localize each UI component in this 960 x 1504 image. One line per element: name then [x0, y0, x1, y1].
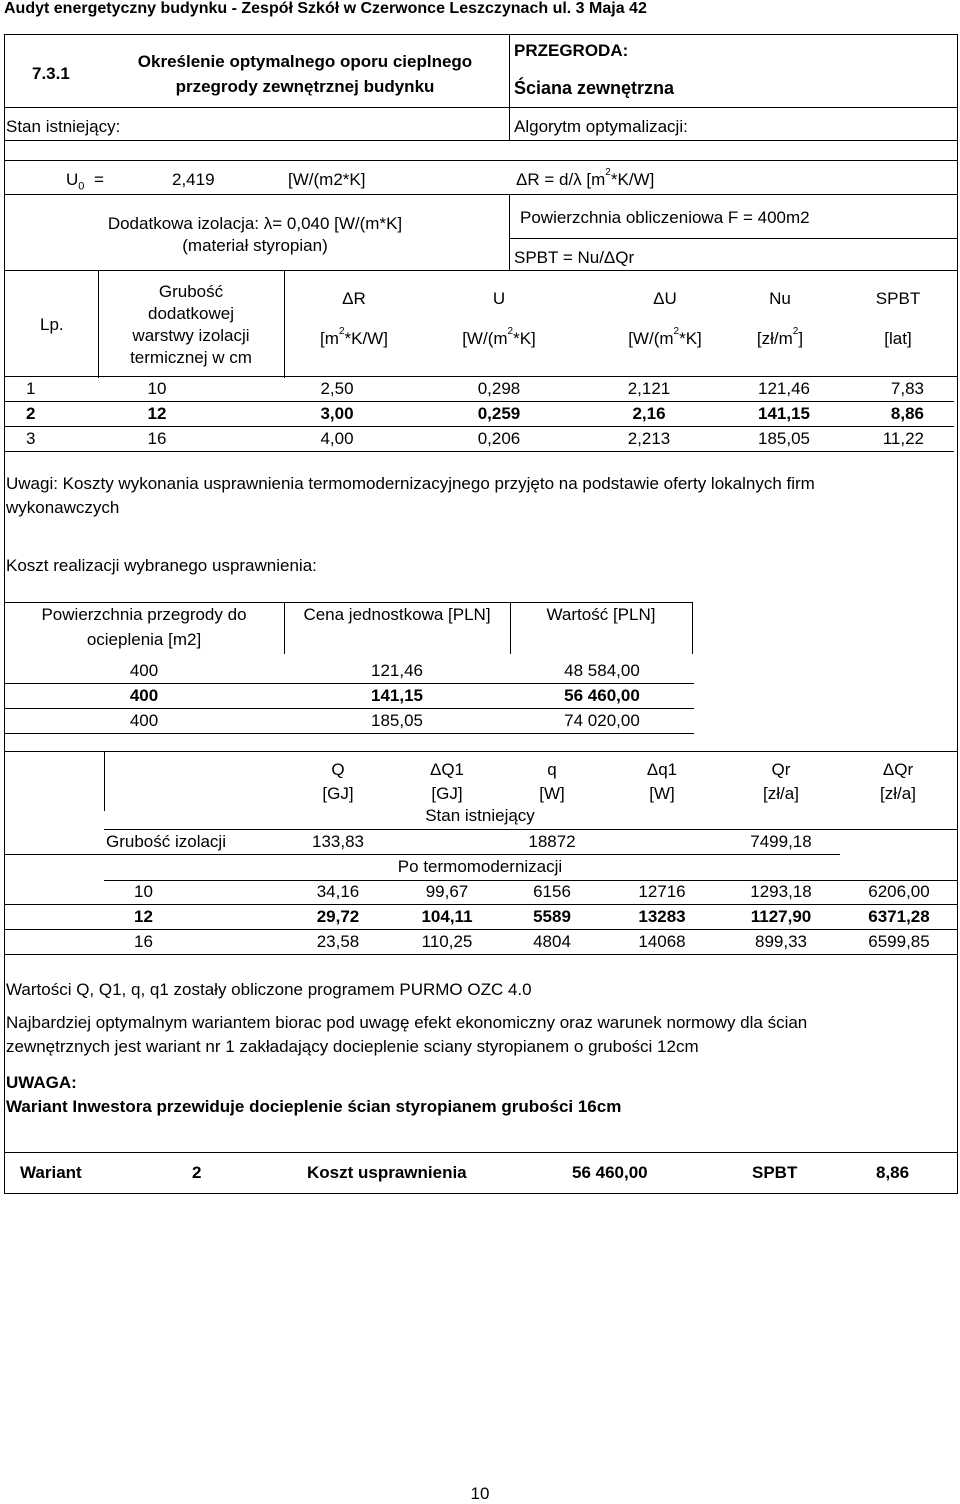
cost-table	[4, 659, 694, 734]
summary-cost-label: Koszt usprawnienia	[307, 1163, 467, 1182]
variants-table	[4, 377, 954, 452]
dr-unit: $[m^2*K/W]$	[320, 326, 388, 348]
params-top-line	[4, 160, 957, 161]
remarks-line1: Uwagi: Koszty wykonania usprawnienia termomodernizacyjnego przyjęto na podstawie oferty lokalnych firm	[6, 474, 815, 493]
dr-formula: ΔR = d/λ $[m^2*K/W]$	[516, 167, 655, 189]
summary-bottom	[4, 1193, 957, 1194]
title-bottom-line	[4, 107, 957, 108]
thickness-header: Grubość dodatkowej warstwy izolacji termicznej w cm	[130, 282, 252, 367]
summary-variant-label: Wariant	[20, 1163, 82, 1182]
nu-unit: $[zł/m^2]$	[756, 326, 804, 348]
u0-label: $U_0$	[66, 170, 85, 193]
energy-left-divider	[104, 751, 105, 811]
partition-label: PRZEGRODA:	[514, 41, 629, 60]
optimal-line2: zewnętrznych jest wariant nr 1 zakładający docieplenie sciany styropianem o grubości 12cm	[6, 1037, 699, 1056]
variants-top-line	[4, 270, 957, 271]
summary-variant-value: 2	[192, 1163, 202, 1182]
u-unit: [$W/(m^2*K]$	[462, 326, 536, 348]
insulation-line2: (materiał styropian)	[182, 236, 328, 255]
spbt-header: SPBT	[875, 289, 921, 308]
spbt-formula: SPBT = Nu/ΔQr	[514, 248, 635, 267]
u0-eq: =	[94, 170, 104, 189]
area-bottom-line	[509, 238, 957, 239]
cost-header-top	[4, 602, 692, 603]
optimal-line1: Najbardziej optymalnym wariantem biorac pod uwagę efekt ekonomiczny oraz warunek normowy dla ścian	[6, 1013, 808, 1032]
variant-row: 1 10 2,50 0,298 2,121 121,46 7,83	[4, 377, 954, 402]
energy-top-line	[4, 751, 957, 752]
cost-value-header: Wartość [PLN]	[546, 605, 656, 624]
qq-header: q [W]	[539, 760, 565, 803]
dqr-header: ΔQr [zł/a]	[880, 760, 916, 803]
page-number: 10	[470, 1484, 490, 1503]
header-bottom-line	[4, 140, 957, 141]
q-header: Q [GJ]	[322, 760, 354, 803]
nu-header: Nu	[769, 289, 791, 308]
summary-spbt-value: 8,86	[876, 1163, 910, 1182]
existing-row: Grubość izolacji 133,83 18872 7499,18	[4, 830, 958, 855]
thickness-divider	[284, 270, 285, 378]
frame-right	[957, 34, 958, 1194]
warning-title: UWAGA:	[6, 1073, 77, 1092]
section-number: 7.3.1	[32, 64, 70, 83]
u0-bottom-line	[4, 194, 957, 195]
energy-existing-table	[4, 830, 958, 855]
calc-note: Wartości Q, Q1, q, q1 zostały obliczone programem PURMO OZC 4.0	[6, 980, 532, 999]
cost-divider-3	[692, 602, 693, 654]
dr-header: ΔR	[342, 289, 366, 308]
remarks-line2: wykonawczych	[6, 498, 120, 517]
u0-value: 2,419	[172, 170, 215, 189]
params-divider	[509, 194, 510, 270]
u-header: U	[492, 289, 506, 308]
dq1-header: ΔQ1 [GJ]	[429, 760, 465, 803]
energy-after-table	[4, 880, 958, 955]
insulation-line1: Dodatkowa izolacja: λ= 0,040 [W/(m*K]	[107, 214, 403, 233]
variant-row-selected: 2 12 3,00 0,259 2,16 141,15 8,86	[4, 402, 954, 427]
qr-header: Qr [zł/a]	[763, 760, 799, 803]
warning-text: Wariant Inwestora przewiduje docieplenie ścian styropianem grubości 16cm	[6, 1097, 622, 1116]
spbt-unit: [lat]	[884, 329, 912, 348]
after-label: Po termomodernizacji	[397, 857, 563, 876]
after-row: 10 34,16 99,67 6156 12716 1293,18 6206,00	[4, 880, 958, 905]
after-row-selected: 12 29,72 104,11 5589 13283 1127,90 6371,28	[4, 905, 958, 930]
summary-cost-value: 56 460,00	[572, 1163, 648, 1182]
u0-unit: [W/(m2*K]	[288, 170, 366, 189]
cost-title: Koszt realizacji wybranego usprawnienia:	[6, 556, 317, 575]
cost-row: 400 121,46 48 584,00	[4, 659, 694, 684]
title-divider	[509, 34, 510, 140]
summary-top	[4, 1152, 957, 1153]
section-title-line2: przegrody zewnętrznej budynku	[175, 77, 435, 96]
cost-price-header: Cena jednostkowa [PLN]	[303, 605, 491, 624]
cost-area-header-1: Powierzchnia przegrody do	[41, 605, 247, 624]
section-title-line1: Określenie optymalnego oporu cieplnego	[137, 52, 473, 71]
existing-label: Stan istniejący	[425, 806, 535, 825]
lp-header: Lp.	[40, 315, 64, 334]
page-header: Audyt energetyczny budynku - Zespół Szkół w Czerwonce Leszczynach ul. 3 Maja 42	[4, 0, 647, 17]
algorithm-label: Algorytm optymalizacji:	[514, 117, 688, 136]
partition-name: Ściana zewnętrzna	[514, 78, 675, 98]
frame-top	[4, 34, 957, 35]
cost-area-header-2: ocieplenia [m2]	[86, 630, 202, 649]
after-row: 16 23,58 110,25 4804 14068 899,33 6599,85	[4, 930, 958, 955]
cost-row: 400 185,05 74 020,00	[4, 709, 694, 734]
du-header: ΔU	[653, 289, 677, 308]
area-text: Powierzchnia obliczeniowa F = 400m2	[520, 208, 810, 227]
variant-row: 3 16 4,00 0,206 2,213 185,05 11,22	[4, 427, 954, 452]
summary-spbt-label: SPBT	[752, 1163, 798, 1182]
status-label: Stan istniejący:	[6, 117, 121, 136]
dq-header: Δq1 [W]	[646, 760, 678, 803]
cost-row-selected: 400 141,15 56 460,00	[4, 684, 694, 709]
du-unit: [$W/(m^2*K]$	[628, 326, 702, 348]
